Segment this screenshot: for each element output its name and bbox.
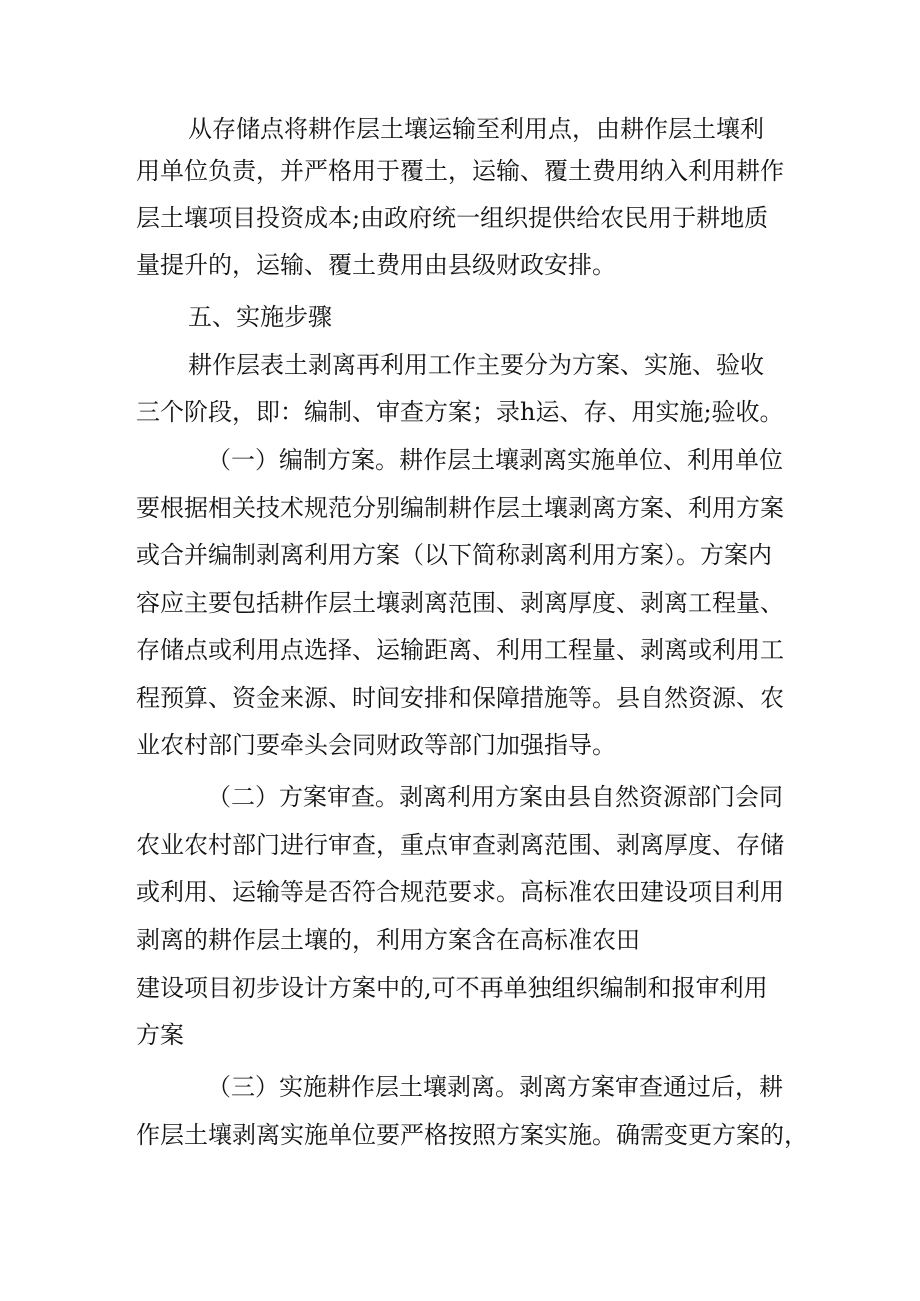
subsection-line: （二）方案审查。剥离利用方案由县自然资源部门会同 bbox=[207, 783, 783, 811]
text-line: 建设项目初步设计方案中的,可不再单独组织编制和报审利用 bbox=[136, 974, 768, 1002]
text-line: 方案 bbox=[136, 1021, 184, 1049]
text-line: 作层土壤剥离实施单位要严格按照方案实施。确需变更方案的， bbox=[136, 1121, 808, 1149]
text-line: 剥离的耕作层土壤的，利用方案含在高标准农田 bbox=[136, 926, 640, 954]
section-heading: 五、实施步骤 bbox=[188, 303, 332, 331]
text-line: 农业农村部门进行审查，重点审查剥离范围、剥离厚度、存储 bbox=[136, 831, 784, 859]
text-line: 或合并编制剥离利用方案（以下简称剥离利用方案）。方案内 bbox=[136, 541, 772, 569]
text-line: 层土壤项目投资成本;由政府统一组织提供给农民用于耕地质 bbox=[136, 204, 769, 232]
subsection-line: （三）实施耕作层土壤剥离。剥离方案审查通过后，耕 bbox=[207, 1073, 783, 1101]
text-line: 用单位负责，并严格用于覆土，运输、覆土费用纳入利用耕作 bbox=[136, 157, 784, 185]
text-line: 容应主要包括耕作层土壤剥离范围、剥离厚度、剥离工程量、 bbox=[136, 589, 784, 617]
text-line: 量提升的，运输、覆土费用由县级财政安排。 bbox=[136, 251, 616, 279]
text-line: 要根据相关技术规范分别编制耕作层土壤剥离方案、利用方案 bbox=[136, 494, 784, 522]
subsection-line: （一）编制方案。耕作层土壤剥离实施单位、利用单位 bbox=[207, 446, 783, 474]
text-line: 从存储点将耕作层土壤运输至利用点，由耕作层土壤利 bbox=[188, 115, 764, 143]
text-line: 三个阶段，即：编制、审查方案；录h运、存、用实施;验收。 bbox=[136, 398, 784, 426]
text-line: 耕作层表土剥离再利用工作主要分为方案、实施、验收 bbox=[188, 351, 764, 379]
text-line: 或利用、运输等是否符合规范要求。高标准农田建设项目利用 bbox=[136, 878, 784, 906]
text-line: 存储点或利用点选择、运输距离、利用工程量、剥离或利用工 bbox=[136, 636, 784, 664]
text-line: 程预算、资金来源、时间安排和保障措施等。县自然资源、农 bbox=[136, 684, 784, 712]
text-line: 业农村部门要牵头会同财政等部门加强指导。 bbox=[136, 731, 616, 759]
